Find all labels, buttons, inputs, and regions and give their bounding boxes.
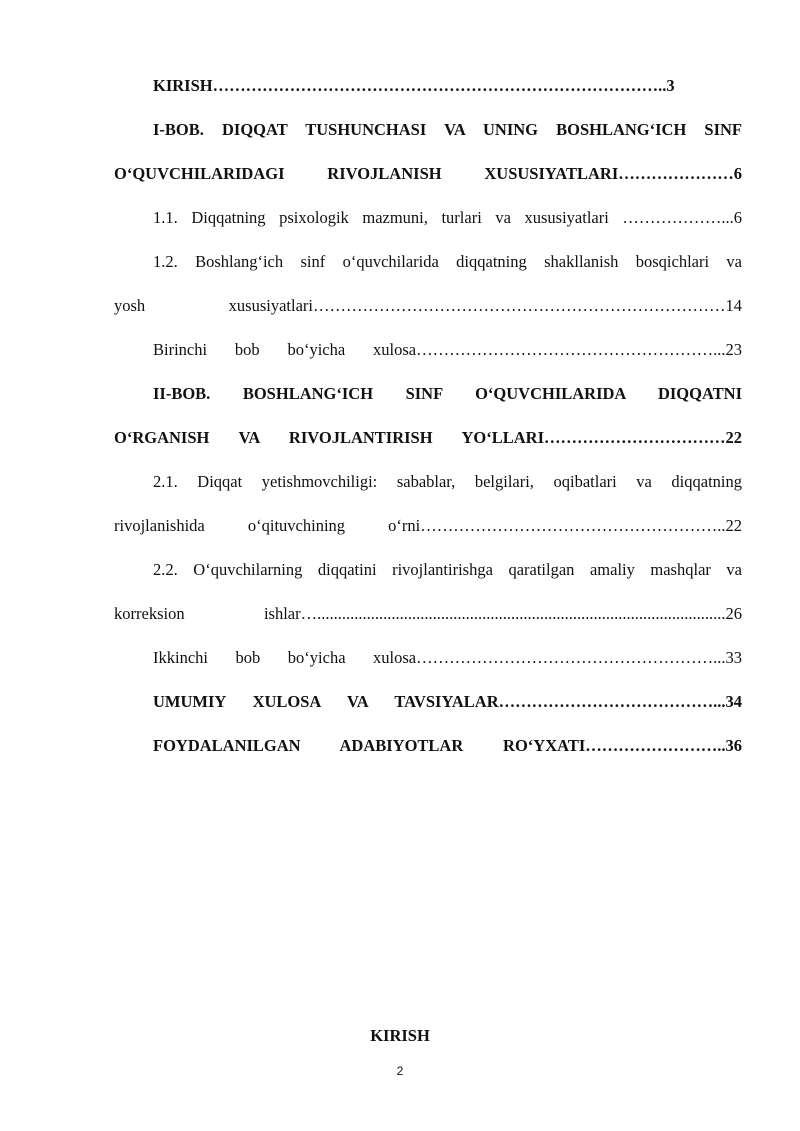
toc-entry-chapter2-line1: II-BOB. BOSHLANG‘ICH SINF O‘QUVCHILARIDA DIQQATNI bbox=[153, 384, 742, 403]
toc-entry-references: FOYDALANILGAN ADABIYOTLAR RO‘YXATI……………………..36 bbox=[153, 736, 742, 755]
toc-entry-section-2-1-line2: rivojlanishida o‘qituvchining o‘rni………………………………………………..22 bbox=[114, 516, 742, 535]
toc-entry-section-2-1-line1: 2.1. Diqqat yetishmovchiligi: sabablar, belgilari, oqibatlari va diqqatning bbox=[153, 472, 742, 491]
toc-entry-chapter1-line1: I-BOB. DIQQAT TUSHUNCHASI VA UNING BOSHLANG‘ICH SINF bbox=[153, 120, 742, 139]
page-number: 2 bbox=[396, 1064, 404, 1078]
toc-entry-section-2-2-line1: 2.2. O‘quvchilarning diqqatini rivojlantirishga qaratilgan amaliy mashqlar va bbox=[153, 560, 742, 579]
toc-entry-chapter2-line2: O‘RGANISH VA RIVOJLANTIRISH YO‘LLARI……………………………22 bbox=[114, 428, 742, 447]
toc-entry-kirish: KIRISH………………………………………………………………………..3 bbox=[153, 76, 675, 95]
toc-entry-section-1-2-line1: 1.2. Boshlang‘ich sinf o‘quvchilarida diqqatning shakllanish bosqichlari va bbox=[153, 252, 742, 271]
section-heading: KIRISH bbox=[370, 1026, 430, 1045]
table-of-contents bbox=[114, 64, 742, 768]
toc-entry-section-1-2-line2: yosh xususiyatlari…………………………………………………………………14 bbox=[114, 296, 742, 315]
toc-entry-general-conclusion: UMUMIY XULOSA VA TAVSIYALAR…………………………………...34 bbox=[153, 692, 742, 711]
toc-entry-section-2-2-line2: korreksion ishlar…...................................................................................................26 bbox=[114, 604, 742, 623]
toc-entry-chapter1-line2: O‘QUVCHILARIDAGI RIVOJLANISH XUSUSIYATLARI…………………6 bbox=[114, 164, 742, 183]
toc-entry-conclusion1: Birinchi bob bo‘yicha xulosa………………………………………………...23 bbox=[153, 340, 742, 359]
toc-entry-section-1-1: 1.1. Diqqatning psixologik mazmuni, turlari va xususiyatlari ………………...6 bbox=[153, 208, 742, 227]
toc-entry-conclusion2: Ikkinchi bob bo‘yicha xulosa………………………………………………...33 bbox=[153, 648, 742, 667]
